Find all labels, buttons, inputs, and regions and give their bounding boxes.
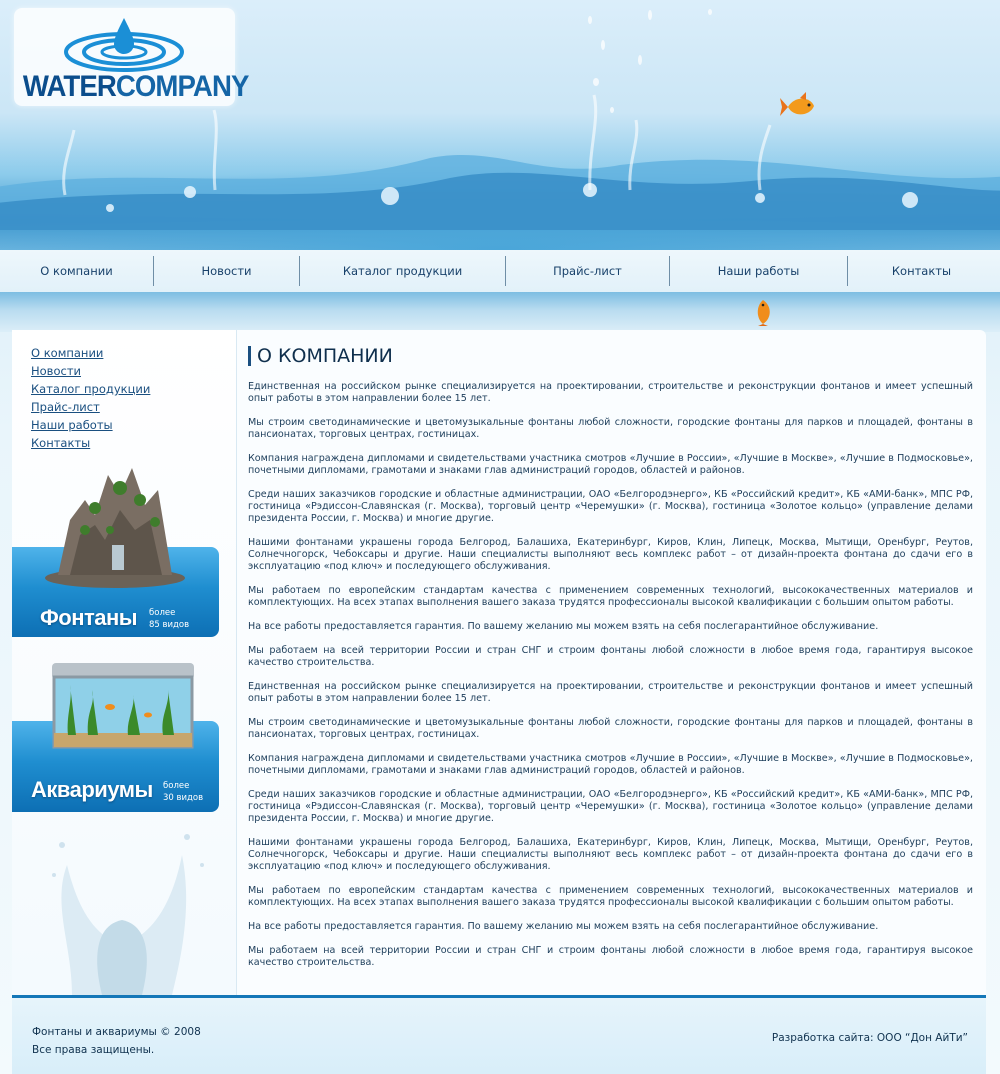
sidebar-item — [31, 346, 150, 364]
water-band-decoration — [0, 292, 1000, 332]
page-title: О КОМПАНИИ — [248, 346, 973, 366]
content-paragraph: Мы работаем по европейским стандартам качества с применением современных технологий, высококачественных материалов и комплектующих. На всех этапах выполнения вашего заказа трудятся профессионалы высокой квалификации с большим опытом работы. — [248, 585, 973, 608]
promo-title: Аквариумы — [31, 777, 153, 802]
promo-subtitle-line: 85 видов — [149, 620, 190, 630]
sidebar — [12, 330, 237, 995]
sidebar-link-contacts[interactable]: Контакты — [31, 436, 91, 450]
site-footer — [12, 995, 986, 1074]
content-paragraph: Компания награждена дипломами и свидетельствами участника смотров «Лучшие в России», «Лучшие в Москве», «Лучшие в Подмосковье», почетными дипломами, грамотами и знаками глав администраций городов, областей и районов. — [248, 753, 973, 776]
footer-copyright-block — [32, 1023, 201, 1059]
content-paragraph: Мы работаем на всей территории России и стран СНГ и строим фонтаны любой сложности в любое время года, гарантируя высокое качество строительства. — [248, 945, 973, 968]
aquarium-image — [48, 655, 198, 755]
sidebar-menu — [31, 346, 150, 454]
promo-subtitle-line: более — [149, 608, 176, 618]
content — [248, 346, 973, 981]
sidebar-item — [31, 382, 150, 400]
content-paragraph: Компания награждена дипломами и свидетельствами участника смотров «Лучшие в России», «Лучшие в Москве», «Лучшие в Подмосковье», почетными дипломами, грамотами и знаками глав администраций городов, областей и районов. — [248, 453, 973, 476]
content-paragraph: Нашими фонтанами украшены города Белгород, Балашиха, Екатеринбург, Киров, Клин, Липецк, Москва, Мытищи, Оренбург, Реутов, Солнечногорск, Чебоксары и другие. Наши специалисты выполняют весь комплекс работ – от дизайн-проекта фонтана до сдачи его в эксплуатацию «под ключ» и последующего обслуживания. — [248, 537, 973, 572]
sidebar-item — [31, 436, 150, 454]
logo[interactable] — [14, 8, 249, 106]
sidebar-link-news[interactable]: Новости — [31, 364, 81, 378]
nav-item-contacts[interactable]: Контакты — [891, 264, 952, 278]
sidebar-item — [31, 364, 150, 382]
water-drop-logo-icon — [64, 16, 184, 72]
content-paragraph: Среди наших заказчиков городские и областные администрации, ОАО «Белгородэнерго», КБ «Российский кредит», КБ «АМИ-банк», МПС РФ, гостиница «Рэдиссон-Славянская (г. Москва), торговый центр «Черемушки» (г. Москва), гостиница «Золотое кольцо» (управление делами президента России, г. Москва) и многие другие. — [248, 489, 973, 524]
nav-item-about[interactable]: О компании — [40, 264, 113, 278]
goldfish-decoration — [748, 296, 778, 326]
nav-item-our-works[interactable]: Наши работы — [717, 264, 800, 278]
logo-text: WATERCOMPANY — [22, 70, 249, 103]
content-paragraph: На все работы предоставляется гарантия. По вашему желанию мы можем взять на себя послегарантийное обслуживание. — [248, 621, 879, 632]
content-paragraph: Мы работаем по европейским стандартам качества с применением современных технологий, высококачественных материалов и комплектующих. На всех этапах выполнения вашего заказа трудятся профессионалы высокой квалификации с большим опытом работы. — [248, 885, 973, 908]
footer-rights: Все права защищены. — [32, 1044, 155, 1056]
content-paragraph: Единственная на российском рынке специализируется на проектировании, строительстве и реконструкции фонтанов и имеет успешный опыт работы в этом направлении более 15 лет. — [248, 381, 973, 404]
content-paragraph: Среди наших заказчиков городские и областные администрации, ОАО «Белгородэнерго», КБ «Российский кредит», КБ «АМИ-банк», МПС РФ, гостиница «Рэдиссон-Славянская (г. Москва), торговый центр «Черемушки» (г. Москва), гостиница «Золотое кольцо» (управление делами президента России, г. Москва) и многие другие. — [248, 789, 973, 824]
nav-item-catalog[interactable]: Каталог продукции — [342, 264, 463, 278]
content-paragraph: Мы строим светодинамические и цветомузыкальные фонтаны любой сложности, городские фонтаны для парков и площадей, фонтаны в пансионатах, торговых центрах, гостиницах. — [248, 417, 973, 440]
goldfish-decoration — [780, 92, 820, 122]
sidebar-link-about[interactable]: О компании — [31, 346, 104, 360]
sidebar-link-catalog[interactable]: Каталог продукции — [31, 382, 151, 396]
nav-item-price-list[interactable]: Прайс-лист — [553, 264, 622, 278]
promo-subtitle-line: 30 видов — [163, 793, 204, 803]
nav-item-news[interactable]: Новости — [201, 264, 252, 278]
content-paragraph: Мы работаем на всей территории России и стран СНГ и строим фонтаны любой сложности в любое время года, гарантируя высокое качество строительства. — [248, 645, 973, 668]
promo-title: Фонтаны — [40, 605, 138, 630]
content-paragraph: Нашими фонтанами украшены города Белгород, Балашиха, Екатеринбург, Киров, Клин, Липецк, Москва, Мытищи, Оренбург, Реутов, Солнечногорск, Чебоксары и другие. Наши специалисты выполняют весь комплекс работ – от дизайн-проекта фонтана до сдачи его в эксплуатацию «под ключ» и последующего обслуживания. — [248, 837, 973, 872]
footer-copyright: Фонтаны и аквариумы © 2008 — [32, 1026, 201, 1038]
content-paragraph: Мы строим светодинамические и цветомузыкальные фонтаны любой сложности, городские фонтаны для парков и площадей, фонтаны в пансионатах, торговых центрах, гостиницах. — [248, 717, 973, 740]
main-nav — [0, 250, 1000, 292]
promo-subtitle-line: более — [163, 781, 190, 791]
main-panel — [12, 330, 986, 995]
sidebar-link-our-works[interactable]: Наши работы — [31, 418, 113, 432]
footer-developer-link[interactable]: Разработка сайта: ООО “Дон АйТи” — [771, 1032, 968, 1044]
content-paragraph: Единственная на российском рынке специализируется на проектировании, строительстве и реконструкции фонтанов и имеет успешный опыт работы в этом направлении более 15 лет. — [248, 681, 973, 704]
water-splash-image — [32, 825, 232, 995]
sidebar-link-price-list[interactable]: Прайс-лист — [31, 400, 100, 414]
sidebar-item — [31, 400, 150, 418]
sidebar-item — [31, 418, 150, 436]
site-header — [0, 0, 1000, 250]
fountain-image — [40, 460, 190, 590]
content-paragraph: На все работы предоставляется гарантия. По вашему желанию мы можем взять на себя послегарантийное обслуживание. — [248, 921, 879, 932]
promo-subtitle — [163, 780, 203, 804]
content-body — [248, 381, 973, 969]
promo-subtitle — [149, 607, 189, 631]
